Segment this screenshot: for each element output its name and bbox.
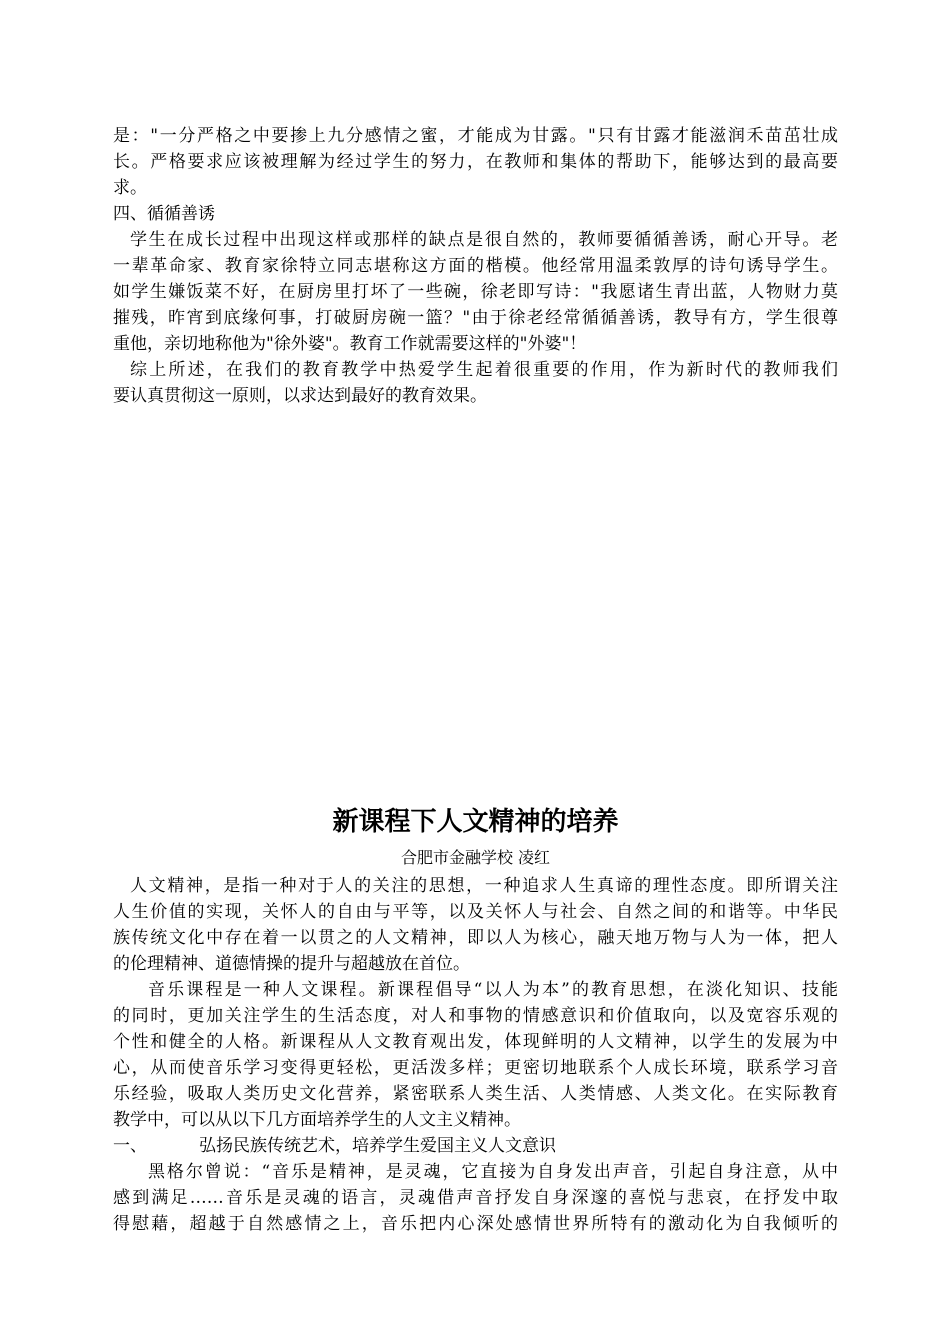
paragraph-line: 心，从而使音乐学习变得更轻松，更活泼多样；更密切地联系个人成长环境，联系学习音 <box>113 1058 838 1078</box>
paragraph-line: 是："一分严格之中要掺上九分感情之蜜，才能成为甘露。"只有甘露才能滋润禾苗茁壮成 <box>113 126 838 146</box>
section-heading: 四、循循善诱 <box>113 204 215 224</box>
paragraph-line: 音乐课程是一种人文课程。新课程倡导“以人为本”的教育思想，在淡化知识、技能 <box>148 980 838 1000</box>
paragraph-line: 综上所述，在我们的教育教学中热爱学生起着很重要的作用，作为新时代的教师我们 <box>130 360 838 380</box>
paragraph-line: 重他，亲切地称他为"徐外婆"。教育工作就需要这样的"外婆"！ <box>113 334 587 354</box>
paragraph-line: 得慰藉，超越于自然感情之上，音乐把内心深处感情世界所特有的激动化为自我倾听的 <box>113 1214 838 1234</box>
paragraph-line: 的同时，更加关注学生的生活态度，对人和事物的情感意识和价值取向，以及宽容乐观的 <box>113 1006 838 1026</box>
paragraph-line: 长。严格要求应该被理解为经过学生的努力，在教师和集体的帮助下，能够达到的最高要 <box>113 152 838 172</box>
section-heading <box>113 1133 838 1159</box>
heading-text: 弘扬民族传统艺术，培养学生爱国主义人文意识 <box>199 1136 556 1156</box>
paragraph-line: 黑格尔曾说：“音乐是精神，是灵魂，它直接为自身发出声音，引起自身注意，从中 <box>148 1162 838 1182</box>
paragraph-line: 学生在成长过程中出现这样或那样的缺点是很自然的，教师要循循善诱，耐心开导。老 <box>130 230 838 250</box>
paragraph-line: 人文精神，是指一种对于人的关注的思想，一种追求人生真谛的理性态度。即所谓关注 <box>130 876 838 896</box>
paragraph-line: 族传统文化中存在着一以贯之的人文精神，即以人为核心，融天地万物与人为一体，把人 <box>113 928 838 948</box>
paragraph-line: 如学生嫌饭菜不好，在厨房里打坏了一些碗，徐老即写诗："我愿诸生青出蓝，人物财力莫 <box>113 282 838 302</box>
paragraph-line: 要认真贯彻这一原则，以求达到最好的教育效果。 <box>113 386 487 406</box>
paragraph-line: 摧残，昨宵到底缘何事，打破厨房碗一篮？"由于徐老经常循循善诱，教导有方，学生很尊 <box>113 308 838 328</box>
paragraph-line: 一辈革命家、教育家徐特立同志堪称这方面的楷模。他经常用温柔敦厚的诗句诱导学生。 <box>113 256 838 276</box>
paragraph-line: 求。 <box>113 178 147 198</box>
paragraph-line: 感到满足……音乐是灵魂的语言，灵魂借声音抒发自身深邃的喜悦与悲哀，在抒发中取 <box>113 1188 838 1208</box>
heading-number: 一、 <box>113 1136 147 1156</box>
paragraph-line: 教学中，可以从以下几方面培养学生的人文主义精神。 <box>113 1110 521 1130</box>
paragraph-line: 乐经验，吸取人类历史文化营养，紧密联系人类生活、人类情感、人类文化。在实际教育 <box>113 1084 838 1104</box>
article-title: 新课程下人文精神的培养 <box>332 807 619 837</box>
article-byline: 合肥市金融学校 凌红 <box>400 848 551 867</box>
paragraph-line: 人生价值的实现，关怀人的自由与平等，以及关怀人与社会、自然之间的和谐等。中华民 <box>113 902 838 922</box>
paragraph-line: 的伦理精神、道德情操的提升与超越放在首位。 <box>113 954 470 974</box>
paragraph-line: 个性和健全的人格。新课程从人文教育观出发，体现鲜明的人文精神，以学生的发展为中 <box>113 1032 838 1052</box>
